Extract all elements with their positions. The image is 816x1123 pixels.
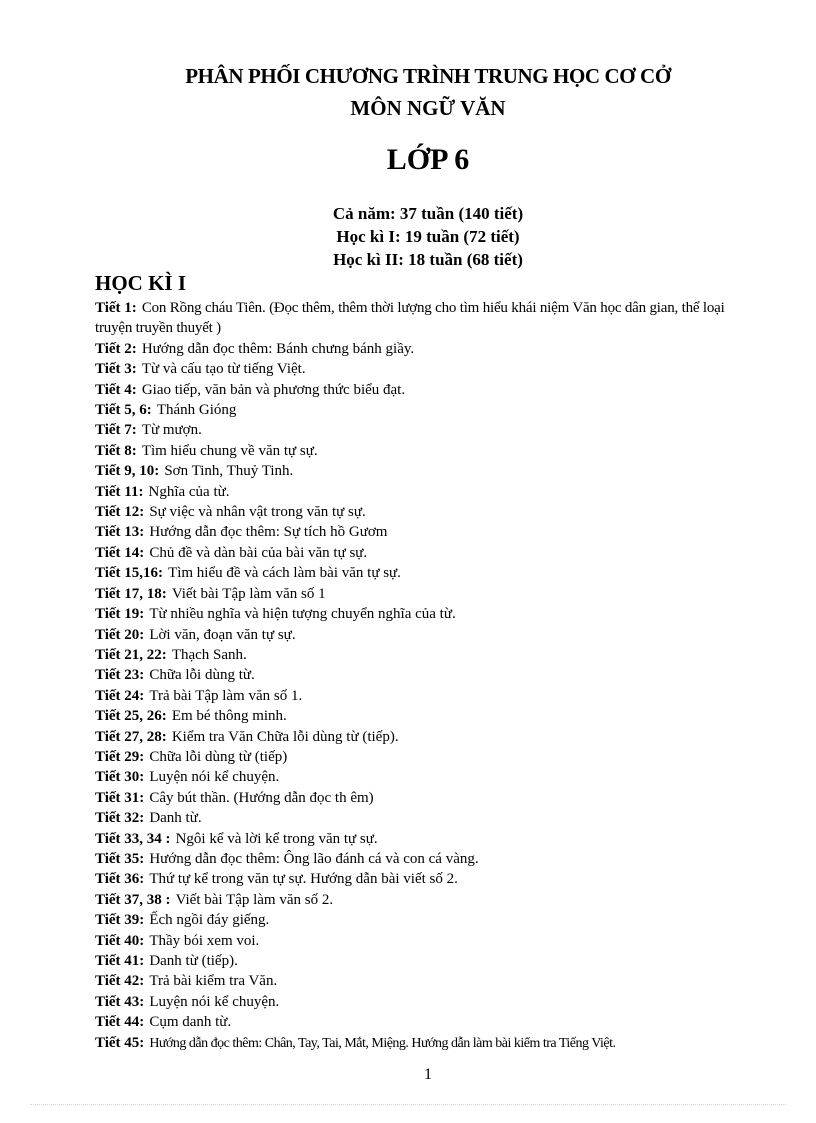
lesson-item [95, 604, 755, 624]
lesson-label: Tiết 23: [95, 667, 145, 684]
lesson-label: Tiết 36: [95, 871, 145, 888]
lesson-text: Hướng dẫn đọc thêm: Bánh chưng bánh giầy. [141, 340, 415, 357]
lesson-item [95, 747, 755, 767]
document-title: PHÂN PHỐI CHƯƠNG TRÌNH TRUNG HỌC CƠ CỞ [185, 64, 671, 88]
lesson-label: Tiết 13: [95, 524, 145, 541]
lesson-item [95, 625, 755, 645]
lesson-text: Viết bài Tập làm văn số 2. [175, 891, 334, 908]
lesson-label: Tiết 4: [95, 381, 137, 398]
lesson-label: Tiết 2: [95, 340, 137, 357]
lesson-item [95, 543, 755, 563]
lesson-text: Tìm hiểu đề và cách làm bài văn tự sự. [168, 565, 401, 582]
lesson-text: Luyện nói kể chuyện. [149, 769, 280, 786]
lesson-label: Tiết 1: [95, 300, 137, 316]
lesson-label: Tiết 31: [95, 789, 145, 806]
lesson-text: Luyện nói kể chuyện. [149, 993, 280, 1010]
lesson-text: Giao tiếp, văn bản và phương thức biểu đạt. [141, 381, 406, 398]
lesson-text: Từ mượn. [141, 422, 202, 439]
lesson-label: Tiết 42: [95, 973, 145, 990]
lesson-item [95, 420, 755, 440]
footer-divider [30, 1104, 786, 1105]
lesson-text: Thánh Gióng [156, 402, 237, 419]
lesson-label: Tiết 33, 34 : [95, 830, 171, 847]
lesson-text: Cụm danh từ. [149, 1014, 232, 1031]
lesson-label: Tiết 15,16: [95, 565, 164, 582]
lesson-text: Danh từ. [149, 810, 202, 827]
lesson-label: Tiết 8: [95, 442, 137, 459]
lesson-item [95, 808, 755, 828]
lesson-text: Thứ tự kể trong văn tự sự. Hướng dẫn bài viết số 2. [149, 871, 458, 888]
year-summary: Cả năm: 37 tuần (140 tiết) [332, 204, 524, 223]
lesson-item [95, 869, 755, 889]
lesson-text: Nghĩa của từ. [148, 483, 230, 500]
lesson-item [95, 951, 755, 971]
lesson-item [95, 1012, 755, 1032]
page-number: 1 [424, 1066, 432, 1083]
lesson-text: Từ và cấu tạo từ tiếng Việt. [141, 361, 306, 378]
lesson-label: Tiết 45: [95, 1034, 145, 1051]
semester2-summary: Học kì II: 18 tuần (68 tiết) [333, 250, 523, 269]
lesson-item [95, 461, 755, 481]
lesson-text: Con Rồng cháu Tiên. (Đọc thêm, thêm thời lượng cho tìm hiểu khái niệm Văn học dân gian, thể loại truyện truyền thuyết ) [95, 300, 725, 337]
lesson-text: Chữa lỗi dùng từ. [149, 667, 255, 684]
lesson-text: Thầy bói xem voi. [149, 932, 260, 949]
lesson-text: Chữa lỗi dùng từ (tiếp) [149, 748, 288, 765]
lesson-text: Danh từ (tiếp). [149, 953, 238, 969]
lesson-item [95, 645, 755, 665]
lesson-label: Tiết 21, 22: [95, 646, 167, 663]
schedule-summary [0, 202, 816, 271]
lesson-item [95, 441, 755, 461]
lesson-item [95, 849, 755, 869]
lesson-text: Hướng dẫn đọc thêm: Chân, Tay, Tai, Mắt, Miệng. Hướng dẫn làm bài kiểm tra Tiếng Việt. [149, 1035, 616, 1051]
lesson-label: Tiết 5, 6: [95, 402, 152, 419]
lesson-item [95, 788, 755, 808]
lesson-text: Hướng dẫn đọc thêm: Ông lão đánh cá và con cá vàng. [149, 850, 479, 867]
lesson-text: Thạch Sanh. [171, 646, 247, 663]
lesson-item [95, 686, 755, 706]
lesson-item [95, 992, 755, 1012]
lesson-item [95, 298, 755, 339]
lesson-label: Tiết 20: [95, 626, 145, 643]
lesson-item [95, 767, 755, 787]
lesson-item [95, 502, 755, 522]
subject-title: MÔN NGỮ VĂN [350, 96, 506, 120]
section-heading: HỌC KÌ I [95, 271, 187, 295]
lesson-label: Tiết 12: [95, 504, 145, 521]
lesson-label: Tiết 32: [95, 810, 145, 827]
lesson-label: Tiết 3: [95, 361, 137, 378]
lesson-text: Chủ đề và dàn bài của bài văn tự sự. [149, 544, 368, 561]
lesson-item [95, 727, 755, 747]
lesson-label: Tiết 9, 10: [95, 463, 160, 480]
lesson-label: Tiết 27, 28: [95, 728, 167, 745]
lesson-label: Tiết 25, 26: [95, 708, 167, 725]
lesson-label: Tiết 30: [95, 769, 145, 786]
lesson-label: Tiết 11: [95, 483, 144, 500]
lesson-text: Kiểm tra Văn Chữa lỗi dùng từ (tiếp). [171, 728, 399, 745]
lesson-label: Tiết 41: [95, 953, 145, 969]
lesson-label: Tiết 39: [95, 912, 145, 929]
lesson-label: Tiết 35: [95, 850, 145, 867]
lesson-item [95, 482, 755, 502]
lesson-text: Sơn Tinh, Thuỷ Tinh. [164, 463, 294, 480]
lesson-text: Tìm hiểu chung về văn tự sự. [141, 442, 318, 459]
lesson-label: Tiết 19: [95, 606, 145, 623]
lesson-item [95, 829, 755, 849]
lesson-item [95, 931, 755, 951]
lesson-item [95, 1033, 755, 1054]
lesson-text: Lời văn, đoạn văn tự sự. [149, 626, 296, 643]
lesson-label: Tiết 24: [95, 687, 145, 704]
lesson-item [95, 522, 755, 542]
lesson-label: Tiết 40: [95, 932, 145, 949]
lesson-item [95, 584, 755, 604]
lesson-item [95, 380, 755, 400]
lesson-item [95, 971, 755, 991]
lesson-item [95, 400, 755, 420]
lesson-text: Trả bài Tập làm văn số 1. [149, 687, 303, 704]
lesson-item [95, 563, 755, 583]
lesson-item [95, 339, 755, 359]
lesson-text: Sự việc và nhân vật trong văn tự sự. [149, 504, 366, 521]
lesson-label: Tiết 29: [95, 748, 145, 765]
semester1-summary: Học kì I: 19 tuần (72 tiết) [336, 227, 520, 246]
lesson-text: Ếch ngồi đáy giếng. [149, 912, 270, 929]
lesson-text: Hướng dẫn đọc thêm: Sự tích hồ Gươm [149, 524, 388, 541]
lesson-item [95, 910, 755, 930]
lesson-label: Tiết 37, 38 : [95, 891, 171, 908]
lesson-item [95, 890, 755, 910]
lesson-label: Tiết 7: [95, 422, 137, 439]
lesson-text: Cây bút thần. (Hướng dẫn đọc th êm) [149, 789, 374, 806]
lesson-text: Viết bài Tập làm văn số 1 [171, 585, 326, 602]
lesson-text: Trả bài kiểm tra Văn. [149, 973, 278, 990]
lesson-text: Ngôi kể và lời kể trong văn tự sự. [175, 830, 378, 847]
lesson-text: Em bé thông minh. [171, 708, 287, 725]
lesson-item [95, 665, 755, 685]
lesson-label: Tiết 43: [95, 993, 145, 1010]
lesson-item [95, 706, 755, 726]
lesson-label: Tiết 44: [95, 1014, 145, 1031]
lesson-item [95, 359, 755, 379]
lesson-list [95, 298, 755, 1054]
grade-title: LỚP 6 [386, 143, 470, 176]
lesson-label: Tiết 14: [95, 544, 145, 561]
lesson-label: Tiết 17, 18: [95, 585, 167, 602]
lesson-text: Từ nhiều nghĩa và hiện tượng chuyển nghĩa của từ. [149, 606, 456, 623]
